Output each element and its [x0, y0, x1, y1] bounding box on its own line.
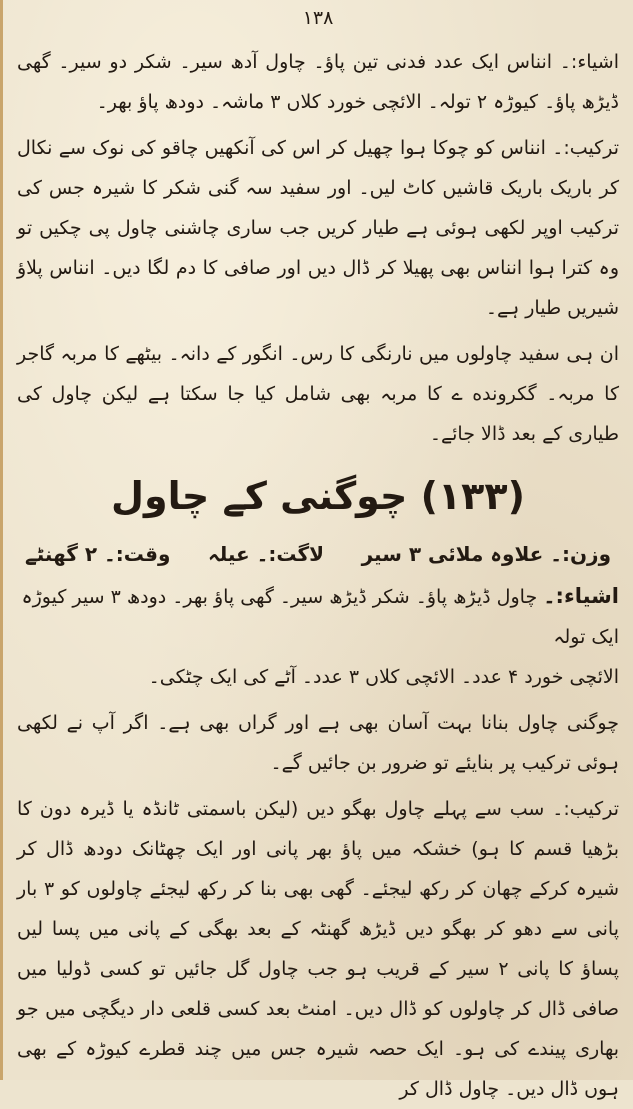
ingredients-text-1: چاول ڈیڑھ پاؤ۔ شکر ڈیڑھ سیر۔ گھی پاؤ بھر۔ دودھ ۳ سیر کیوڑہ ایک تولہ	[21, 586, 619, 648]
ingredients-label: اشیاء:۔	[543, 584, 619, 608]
intro-paragraph: چوگنی چاول بنانا بہت آسان بھی ہے اور گراں بھی ہے۔ اگر آپ نے لکھی ہوئی ترکیب پر بنایئے تو ضرور بن جائیں گے۔	[17, 712, 619, 774]
recipe-cost: لاگت:۔ عیلہ	[207, 542, 325, 566]
ingredients-line-1	[17, 576, 619, 657]
ingredients-line-2: الائچی خورد ۴ عدد۔ الائچی کلاں ۳ عدد۔ آٹے کی ایک چٹکی۔	[148, 666, 619, 688]
recipe-weight: وزن:۔ علاوہ ملائی ۳ سیر	[361, 542, 611, 566]
page-number: ۱۳۸	[302, 7, 334, 29]
recipe-meta-row	[17, 532, 619, 576]
recipe-time: وقت:۔ ۲ گھنٹے	[25, 542, 171, 566]
method-paragraph-pineapple: ترکیب:۔ انناس کو چوکا ہوا چھیل کر اس کی آنکھیں چاقو کی نوک سے نکال کر باریک باریک قاشیں کاٹ لیں۔ اور سفید سہ گنی شکر کا شیرہ جس کی ترکیب اوپر لکھی ہوئی ہے طیار کریں جب ساری چاشنی چاول پی چکیں تو وہ کترا ہوا انناس بھی پھیلا کر ڈال دیں اور صافی کا دم لگا دیں۔ انناس پلاؤ شیریں طیار ہے۔	[17, 137, 619, 319]
recipe-title: (۱۳۳) چوگنی کے چاول	[111, 474, 525, 518]
variation-paragraph: ان ہی سفید چاولوں میں نارنگی کا رس۔ انگور کے دانہ۔ بیٹھے کا مربہ گاجر کا مربہ۔ گکرونده ے کا مربہ بھی شامل کیا جا سکتا ہے لیکن چاول کی طیاری کے بعد ڈالا جائے۔	[17, 343, 619, 445]
ingredients-paragraph-pineapple: اشیاء:۔ انناس ایک عدد فدنی تین پاؤ۔ چاول آدھ سیر۔ شکر دو سیر۔ گھی ڈیڑھ پاؤ۔ کیوڑہ ۲ تولہ۔ الائچی خورد کلاں ۳ ماشہ۔ دودھ پاؤ بھر۔	[17, 51, 619, 113]
method-paragraph: ترکیب:۔ سب سے پہلے چاول بھگو دیں (لیکن باسمتی ٹانڈہ یا ڈیرہ دون کا بڑھیا قسم کا ہو) خشکہ میں پاؤ بھر پانی اور ایک چھٹانک دودھ ڈال کر شیرہ کرکے چھان کر رکھ لیجئے۔ گھی بھی بنا کر رکھ لیجئے چاولوں کو ۳ بار پانی سے دھو کر بھگو دیں ڈیڑھ گھنٹہ کے بعد بھگی کے پانی میں پسا لیں پساؤ کا پانی ۲ سیر کے قریب ہو جب چاول گل جائیں تو کسی ڈولیا میں صافی ڈال کر چاولوں کو ڈال دیں۔ امنٹ بعد کسی قلعی دار دیگچی میں جو بھاری پیندے کی ہو۔ ایک حصہ شیرہ جس میں چند قطرے کیوڑہ کے بھی ہوں ڈال دیں۔ چاول ڈال کر	[17, 798, 619, 1100]
